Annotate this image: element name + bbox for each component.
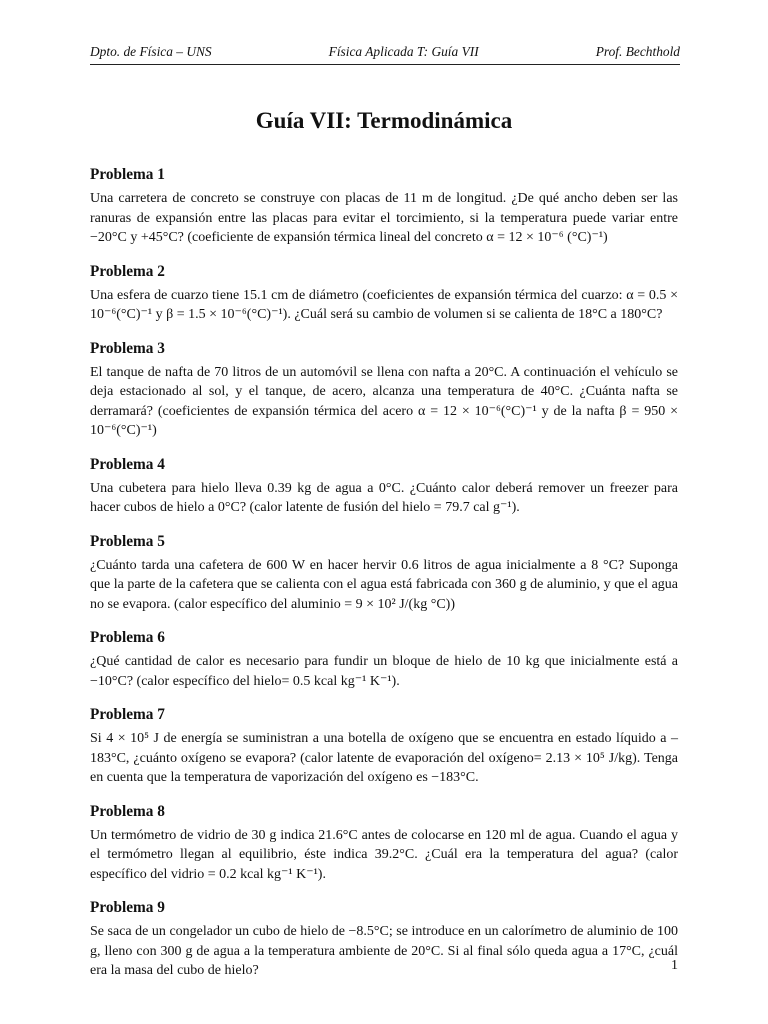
problem-heading: Problema 3 [90, 339, 165, 357]
header-rule [90, 64, 680, 65]
problem-heading: Problema 8 [90, 802, 165, 820]
problem-9 [90, 899, 678, 981]
running-header [90, 44, 680, 60]
problem-heading: Problema 6 [90, 629, 165, 646]
problem-6 [90, 629, 678, 691]
problem-heading: Problema 9 [90, 899, 165, 916]
problem-text: Se saca de un congelador un cubo de hielo de −8.5°C; se introduce en un calorímetro de aluminio de 100 g, lleno con 300 g de agua a la temperatura ambiente de 20°C. Si al final sólo queda agua a 17°C, ¿cuál era la masa del cubo de hielo? [90, 924, 678, 978]
header-department: Dpto. de Física – UNS [90, 44, 212, 59]
problem-2 [90, 263, 678, 325]
page-number: 1 [671, 958, 678, 973]
problem-3 [90, 340, 678, 441]
problem-heading: Problema 4 [90, 455, 165, 473]
problem-heading: Problema 5 [90, 532, 165, 550]
problem-text: ¿Qué cantidad de calor es necesario para fundir un bloque de hielo de 10 kg que inicialmente está a −10°C? (calor específico del hielo= 0.5 kcal kg⁻¹ K⁻¹). [90, 654, 678, 689]
problem-text: Si 4 × 10⁵ J de energía se suministran a una botella de oxígeno que se encuentra en estado líquido a –183°C, ¿cuánto oxígeno se evapora? (calor latente de evaporación del oxígeno= 2.13 × 10⁵ J/kg). Tenga en cuenta que la temperatura de vaporización del oxígeno es −183°C. [90, 731, 678, 785]
problem-text: Un termómetro de vidrio de 30 g indica 21.6°C antes de colocarse en 120 ml de agua. Cuando el agua y el termómetro llegan al equilibrio, éste indica 39.2°C. ¿Cuál era la temperatura del agua? (calor específico del vidrio = 0.2 kcal kg⁻¹ K⁻¹). [90, 827, 678, 882]
problem-heading: Problema 1 [90, 166, 165, 183]
problem-heading: Problema 7 [90, 706, 165, 723]
header-course: Física Aplicada T: Guía VII [328, 44, 479, 59]
problem-4 [90, 456, 678, 518]
page-title: Guía VII: Termodinámica [255, 108, 513, 133]
problem-8 [90, 803, 678, 885]
problem-text: Una carretera de concreto se construye con placas de 11 m de longitud. ¿De qué ancho deben ser las ranuras de expansión entre las placas para evitar el torcimiento, si la temperatura puede variar entre −20°C y +45°C? (coeficiente de expansión térmica lineal del concreto α = 12 × 10⁻⁶ (°C)⁻¹) [90, 191, 678, 245]
problem-text: El tanque de nafta de 70 litros de un automóvil se llena con nafta a 20°C. A continuación el vehículo se deja estacionado al sol, y el tanque, de acero, alcanza una temperatura de 40°C. ¿Cuánta nafta se derramará? (coeficientes de expansión térmica del acero α = 12 × 10⁻⁶(°C)⁻¹ y de la nafta β = 950 × 10⁻⁶(°C)⁻¹) [90, 364, 678, 438]
problem-7 [90, 706, 678, 788]
problem-5 [90, 533, 678, 615]
problem-heading: Problema 2 [90, 262, 165, 280]
problem-1 [90, 166, 678, 248]
problem-text: ¿Cuánto tarda una cafetera de 600 W en hacer hervir 0.6 litros de agua inicialmente a 8 °C? Suponga que la parte de la cafetera que se calienta con el agua está fabricada con 360 g de aluminio, y que el agua no se evapora. (calor específico del aluminio = 9 × 10² J/(kg °C)) [90, 557, 678, 612]
problem-text: Una cubetera para hielo lleva 0.39 kg de agua a 0°C. ¿Cuánto calor deberá remover un freezer para hacer cubos de hielo a 0°C? (calor latente de fusión del hielo = 79.7 cal g⁻¹). [90, 480, 678, 515]
problem-list [90, 166, 678, 996]
header-professor: Prof. Bechthold [595, 44, 680, 59]
problem-text: Una esfera de cuarzo tiene 15.1 cm de diámetro (coeficientes de expansión térmica del cuarzo: α = 0.5 × 10⁻⁶(°C)⁻¹ y β = 1.5 × 10⁻⁶(°C)⁻¹). ¿Cuál será su cambio de volumen si se calienta de 18°C a 180°C? [90, 287, 678, 322]
